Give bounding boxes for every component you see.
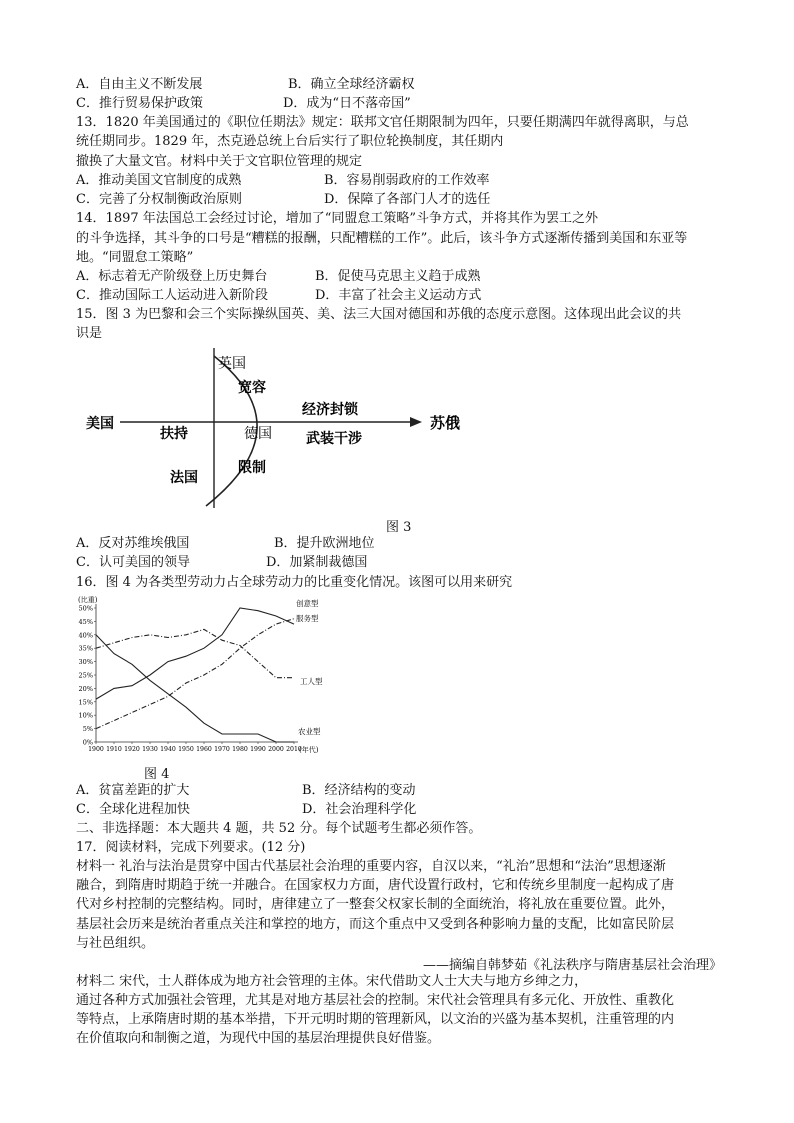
q14-stem-line1: 14．1897 年法国总工会经过讨论，增加了“同盟怠工策略”斗争方式，并将其作为罢工之外 bbox=[76, 211, 599, 226]
part2-heading: 二、非选择题：本大题共 4 题，共 52 分。每个试题考生都必须作答。 bbox=[76, 821, 482, 836]
x-tick-label: 1970 bbox=[214, 746, 230, 753]
q13-stem-line3: 撤换了大量文官。材料中关于文官职位管理的规定 bbox=[76, 154, 363, 169]
q15-option-b: B．提升欧洲地位 bbox=[274, 536, 375, 551]
y-tick-label: 50% bbox=[78, 604, 93, 613]
x-tick-label: 1910 bbox=[106, 746, 122, 753]
label-econ-blockade: 经济封锁 bbox=[302, 402, 358, 418]
label-restrict: 限制 bbox=[238, 460, 266, 476]
label-usa: 美国 bbox=[86, 416, 114, 432]
q15-option-d: D．加紧制裁德国 bbox=[266, 555, 368, 570]
q16-stem: 16．图 4 为各类型劳动力占全球劳动力的比重变化情况。该图可以用来研究 bbox=[76, 575, 513, 590]
y-tick-label: 10% bbox=[78, 711, 93, 720]
series-line-服务型 bbox=[96, 619, 294, 729]
q14-option-a: A．标志着无产阶级登上历史舞台 bbox=[76, 269, 268, 284]
x-tick-label: 2010 bbox=[286, 746, 302, 753]
series-line-创意型 bbox=[96, 608, 294, 699]
q16-option-c: C．全球化进程加快 bbox=[76, 802, 190, 817]
series-line-工人型 bbox=[96, 629, 294, 677]
q13-option-a: A．推动美国文官制度的成熟 bbox=[76, 173, 242, 188]
material2-line1: 材料二 宋代，士人群体成为地方社会管理的主体。宋代借助文人士大夫与地方乡绅之力， bbox=[76, 974, 588, 989]
x-tick-label: 2000 bbox=[268, 746, 284, 753]
q14-option-b: B．促使马克思主义趋于成熟 bbox=[315, 269, 481, 284]
figure-4-caption: 图 4 bbox=[144, 767, 170, 782]
x-tick-label: 1900 bbox=[88, 746, 104, 753]
y-tick-label: 0% bbox=[82, 738, 93, 747]
material2-line4: 在价值取向和制衡之道，为现代中国的基层治理提供良好借鉴。 bbox=[76, 1031, 441, 1046]
label-tolerant: 宽容 bbox=[238, 380, 266, 396]
arrow-head bbox=[410, 417, 422, 427]
q13-option-b: B．容易削弱政府的工作效率 bbox=[324, 173, 490, 188]
q14-option-c: C．推动国际工人运动进入新阶段 bbox=[76, 288, 268, 303]
figure-3-diagram bbox=[80, 342, 480, 512]
series-label: 服务型 bbox=[296, 614, 319, 623]
series-line-农业型 bbox=[96, 635, 294, 742]
q17-heading: 17．阅读材料，完成下列要求。(12 分) bbox=[76, 840, 306, 855]
q12-option-d: D．成为“日不落帝国” bbox=[283, 96, 411, 111]
q14-option-d: D．丰富了社会主义运动方式 bbox=[315, 288, 482, 303]
q16-option-b: B．经济结构的变动 bbox=[302, 783, 416, 798]
x-tick-label: 1920 bbox=[124, 746, 140, 753]
material1-line1: 材料一 礼治与法治是贯穿中国古代基层社会治理的重要内容，自汉以来，“礼治”思想和“法治”思想逐渐 bbox=[76, 859, 666, 874]
series-label: 农业型 bbox=[298, 727, 321, 736]
q15-option-c: C．认可美国的领导 bbox=[76, 555, 190, 570]
x-tick-label: 1960 bbox=[196, 746, 212, 753]
x-tick-label: 1950 bbox=[178, 746, 194, 753]
label-soviet-russia: 苏俄 bbox=[430, 414, 461, 432]
y-tick-label: 35% bbox=[78, 644, 93, 653]
material1-line4: 基层社会历来是统治者重点关注和掌控的地方，而这个重点中又受到各种影响力量的支配，比如富民阶层 bbox=[76, 917, 675, 932]
series-label: 创意型 bbox=[296, 599, 319, 608]
label-britain: 英国 bbox=[218, 356, 246, 372]
q16-option-d: D．社会治理科学化 bbox=[302, 802, 417, 817]
y-tick-label: 25% bbox=[78, 671, 93, 680]
label-france: 法国 bbox=[170, 470, 198, 486]
label-support: 扶持 bbox=[160, 426, 188, 442]
q15-stem-line2: 识是 bbox=[76, 326, 103, 341]
q14-stem-line3: 地。“同盟怠工策略” bbox=[76, 250, 194, 265]
y-tick-label: 30% bbox=[78, 658, 93, 667]
series-label: 工人型 bbox=[300, 677, 323, 686]
x-tick-label: 1980 bbox=[232, 746, 248, 753]
x-tick-label: 1930 bbox=[142, 746, 158, 753]
label-germany: 德国 bbox=[244, 426, 272, 442]
material1-source: ——摘编自韩梦茹《礼法秩序与隋唐基层社会治理》 bbox=[422, 958, 722, 973]
material1-line5: 与社邑组织。 bbox=[76, 936, 155, 951]
label-armed-intervention: 武装干涉 bbox=[306, 431, 362, 447]
q12-option-b: B．确立全球经济霸权 bbox=[288, 77, 415, 92]
q15-option-a: A．反对苏维埃俄国 bbox=[76, 536, 190, 551]
q13-option-c: C．完善了分权制衡政治原则 bbox=[76, 192, 242, 207]
q12-option-c: C．推行贸易保护政策 bbox=[76, 96, 203, 111]
figure-3-caption: 图 3 bbox=[386, 520, 412, 535]
q12-option-a: A．自由主义不断发展 bbox=[76, 77, 203, 92]
material1-line2: 融合，到隋唐时期趋于统一并融合。在国家权力方面，唐代设置行政村，它和传统乡里制度一起构成了唐 bbox=[76, 878, 675, 893]
x-tick-label: 1940 bbox=[160, 746, 176, 753]
q13-stem-line1: 13．1820 年美国通过的《职位任期法》规定：联邦文官任期限制为四年，只要任期满四年就得离职，与总 bbox=[76, 115, 689, 130]
material2-line2: 通过各种方式加强社会管理，尤其是对地方基层社会的控制。宋代社会管理具有多元化、开放性、重教化 bbox=[76, 993, 675, 1008]
material2-line3: 等特点，上承隋唐时期的基本举措，下开元明时期的管理新风，以文治的兴盛为基本契机，注重管理的内 bbox=[76, 1012, 675, 1027]
x-axis-label: (年代) bbox=[299, 746, 319, 754]
y-tick-label: 15% bbox=[78, 698, 93, 707]
y-tick-label: 40% bbox=[78, 631, 93, 640]
y-tick-label: 45% bbox=[78, 617, 93, 626]
y-tick-label: 5% bbox=[82, 725, 93, 734]
x-tick-label: 1990 bbox=[250, 746, 266, 753]
y-axis-label: (比重) bbox=[78, 596, 98, 604]
material1-line3: 代对乡村控制的完整结构。同时，唐律建立了一整套父权家长制的全面统治，将礼放在重要位置。此外， bbox=[76, 897, 675, 912]
q16-option-a: A．贫富差距的扩大 bbox=[76, 783, 190, 798]
q13-stem-line2: 统任期同步。1829 年，杰克逊总统上台后实行了职位轮换制度，其任期内 bbox=[76, 134, 504, 149]
q13-option-d: D．保障了各部门人才的选任 bbox=[324, 192, 491, 207]
q15-stem-line1: 15．图 3 为巴黎和会三个实际操纵国英、美、法三大国对德国和苏俄的态度示意图。这体现出此会议的共 bbox=[76, 307, 682, 322]
q14-stem-line2: 的斗争选择，其斗争的口号是“糟糕的报酬，只配糟糕的工作”。此后，该斗争方式逐渐传播到美国和东亚等 bbox=[76, 231, 688, 246]
figure-4-line-chart bbox=[76, 594, 346, 762]
y-tick-label: 20% bbox=[78, 684, 93, 693]
